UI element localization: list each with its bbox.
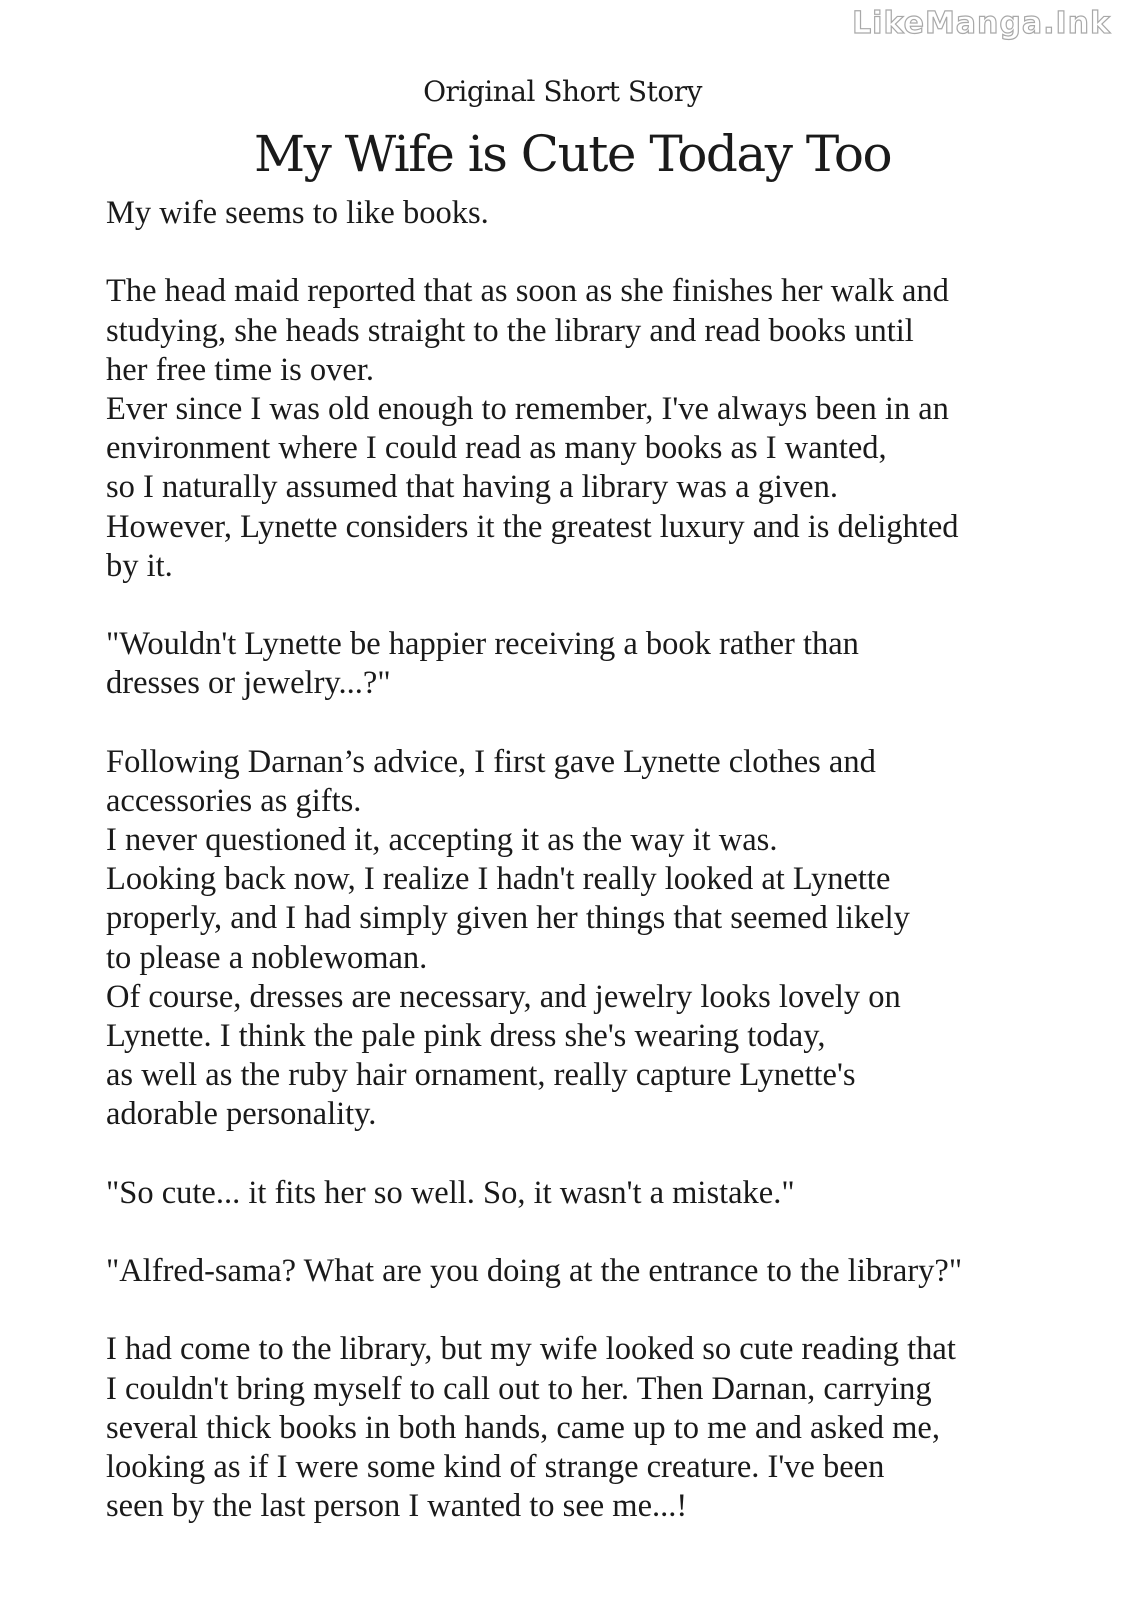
story-line: studying, she heads straight to the library and read books until	[106, 312, 914, 349]
story-line: The head maid reported that as soon as she finishes her walk and	[106, 273, 949, 310]
story-line: Following Darnan’s advice, I first gave Lynette clothes and	[106, 743, 876, 780]
story-line: as well as the ruby hair ornament, really capture Lynette's	[106, 1057, 856, 1094]
paragraph-gap	[106, 1213, 1066, 1252]
story-line: dresses or jewelry...?"	[106, 665, 391, 702]
story-body	[106, 194, 1066, 1526]
story-line: adorable personality.	[106, 1096, 377, 1133]
story-line: so I naturally assumed that having a library was a given.	[106, 469, 838, 506]
paragraph-gap	[106, 703, 1066, 742]
story-line: I never questioned it, accepting it as the way it was.	[106, 822, 778, 858]
watermark-logo: LikeManga.Ink	[852, 6, 1111, 41]
story-line: I couldn't bring myself to call out to her. Then Darnan, carrying	[106, 1370, 932, 1407]
story-line: to please a noblewoman.	[106, 939, 428, 976]
paragraph-gap	[106, 586, 1066, 625]
story-line: her free time is over.	[106, 351, 375, 388]
story-line: However, Lynette considers it the greatest luxury and is delighted	[106, 508, 959, 545]
story-line: My wife seems to like books.	[106, 195, 489, 231]
story-line: seen by the last person I wanted to see me...!	[106, 1488, 688, 1525]
story-line: "So cute... it fits her so well. So, it wasn't a mistake."	[106, 1174, 795, 1211]
story-line: Lynette. I think the pale pink dress she's wearing today,	[106, 1017, 826, 1054]
paragraph-gap	[106, 1291, 1066, 1330]
story-line: "Wouldn't Lynette be happier receiving a book rather than	[106, 626, 859, 663]
story-title: My Wife is Cute Today Too	[253, 125, 892, 183]
story-subtitle: Original Short Story	[423, 75, 702, 108]
story-line: by it.	[106, 547, 173, 584]
story-line: Ever since I was old enough to remember, I've always been in an	[106, 390, 949, 427]
paragraph-gap	[106, 1135, 1066, 1174]
story-line: properly, and I had simply given her things that seemed likely	[106, 900, 910, 937]
story-line: accessories as gifts.	[106, 782, 362, 819]
story-line: several thick books in both hands, came up to me and asked me,	[106, 1409, 940, 1446]
story-line: Of course, dresses are necessary, and jewelry looks lovely on	[106, 978, 901, 1015]
story-line: "Alfred-sama? What are you doing at the entrance to the library?"	[106, 1253, 963, 1290]
story-line: Looking back now, I realize I hadn't really looked at Lynette	[106, 861, 891, 898]
story-line: environment where I could read as many books as I wanted,	[106, 430, 887, 467]
paragraph-gap	[106, 233, 1066, 272]
page-header	[0, 72, 1125, 186]
story-line: I had come to the library, but my wife looked so cute reading that	[106, 1331, 956, 1368]
story-line: looking as if I were some kind of strange creature. I've been	[106, 1449, 885, 1485]
